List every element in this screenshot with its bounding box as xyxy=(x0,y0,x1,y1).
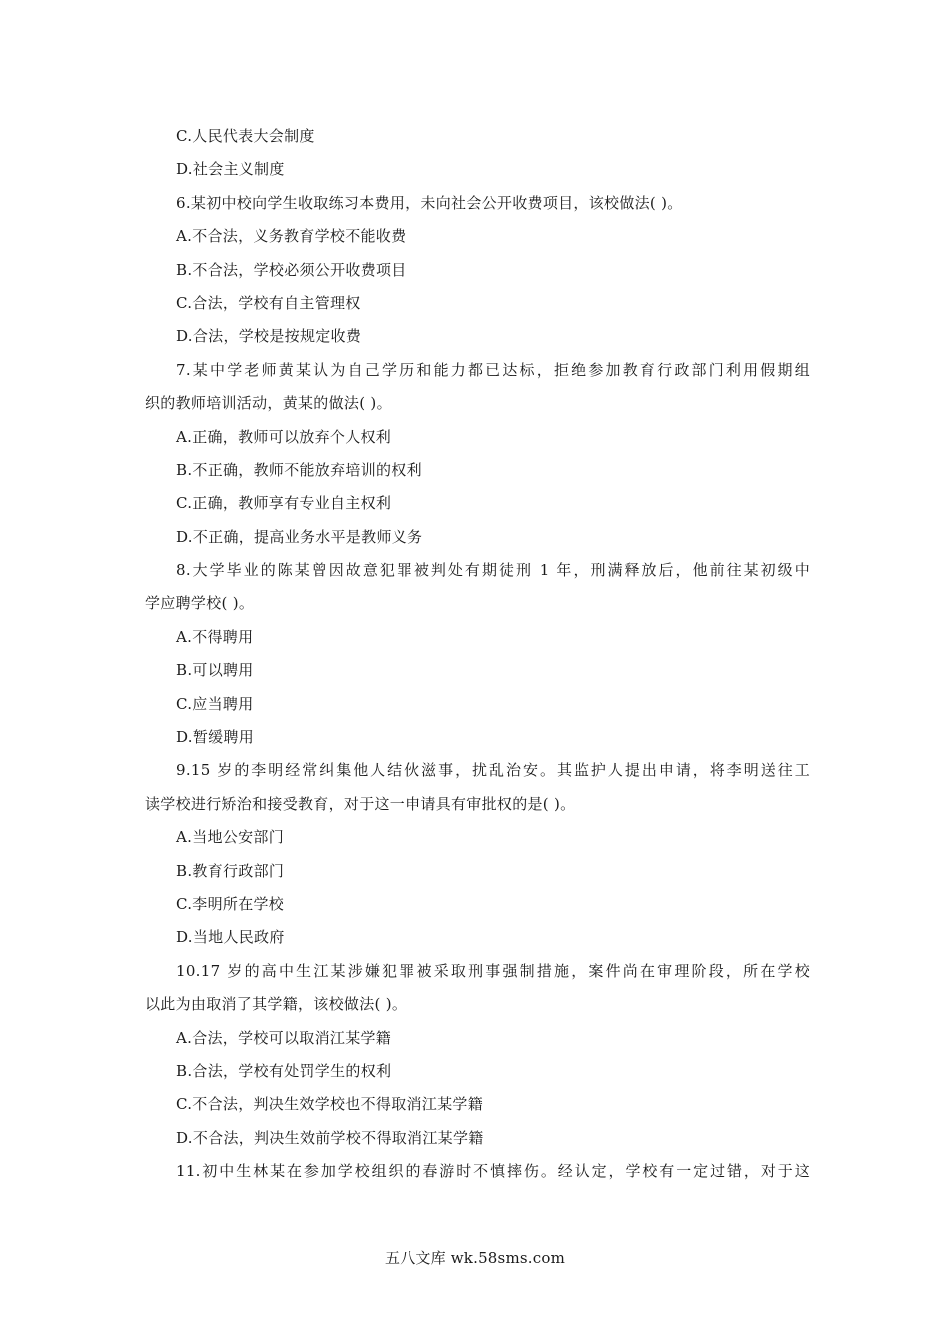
question-line: 8.大学毕业的陈某曾因故意犯罪被判处有期徒刑 1 年，刑满释放后，他前往某初级中 xyxy=(176,561,810,580)
document-body xyxy=(145,120,810,1189)
question-line: 7.某中学老师黄某认为自己学历和能力都已达标，拒绝参加教育行政部门利用假期组 xyxy=(176,360,810,379)
option-line: D.当地人民政府 xyxy=(176,928,285,947)
option-line: A.当地公安部门 xyxy=(176,828,285,847)
option-line: D.不正确，提高业务水平是教师义务 xyxy=(176,527,423,546)
option-line: D.暂缓聘用 xyxy=(176,728,255,747)
question-line: 11.初中生林某在参加学校组织的春游时不慎摔伤。经认定，学校有一定过错，对于这 xyxy=(176,1162,810,1181)
option-line: A.不得聘用 xyxy=(176,627,254,646)
option-line: C.应当聘用 xyxy=(176,694,254,713)
page-footer-watermark: 五八文库 wk.58sms.com xyxy=(385,1249,565,1267)
question-continuation-line: 读学校进行矫治和接受教育，对于这一申请具有审批权的是( )。 xyxy=(145,794,576,813)
option-line: A.合法，学校可以取消江某学籍 xyxy=(176,1028,392,1047)
option-line: A.正确，教师可以放弃个人权利 xyxy=(176,427,392,446)
option-line: D.社会主义制度 xyxy=(176,160,285,179)
question-line: 9.15 岁的李明经常纠集他人结伙滋事，扰乱治安。其监护人提出申请，将李明送往工 xyxy=(176,761,810,780)
option-line: C.李明所在学校 xyxy=(176,894,285,913)
option-line: C.不合法，判决生效学校也不得取消江某学籍 xyxy=(176,1095,484,1114)
option-line: D.合法，学校是按规定收费 xyxy=(176,327,362,346)
option-line: B.可以聘用 xyxy=(176,661,254,680)
option-line: C.正确，教师享有专业自主权利 xyxy=(176,494,392,513)
question-continuation-line: 以此为由取消了其学籍，该校做法( )。 xyxy=(145,995,408,1014)
option-line: C.人民代表大会制度 xyxy=(176,127,315,145)
option-line: B.合法，学校有处罚学生的权利 xyxy=(176,1061,392,1080)
question-continuation-line: 织的教师培训活动，黄某的做法( )。 xyxy=(145,394,392,413)
option-line: B.教育行政部门 xyxy=(176,861,285,880)
option-line: C.合法，学校有自主管理权 xyxy=(176,293,361,312)
question-continuation-line: 学应聘学校( )。 xyxy=(145,594,255,613)
option-line: B.不正确，教师不能放弃培训的权利 xyxy=(176,460,422,479)
question-line: 10.17 岁的高中生江某涉嫌犯罪被采取刑事强制措施，案件尚在审理阶段，所在学校 xyxy=(176,961,810,980)
option-line: A.不合法，义务教育学校不能收费 xyxy=(176,227,407,246)
option-line: D.不合法，判决生效前学校不得取消江某学籍 xyxy=(176,1128,484,1147)
question-line: 6.某初中校向学生收取练习本费用，未向社会公开收费项目，该校做法( )。 xyxy=(176,193,683,212)
option-line: B.不合法，学校必须公开收费项目 xyxy=(176,260,407,279)
